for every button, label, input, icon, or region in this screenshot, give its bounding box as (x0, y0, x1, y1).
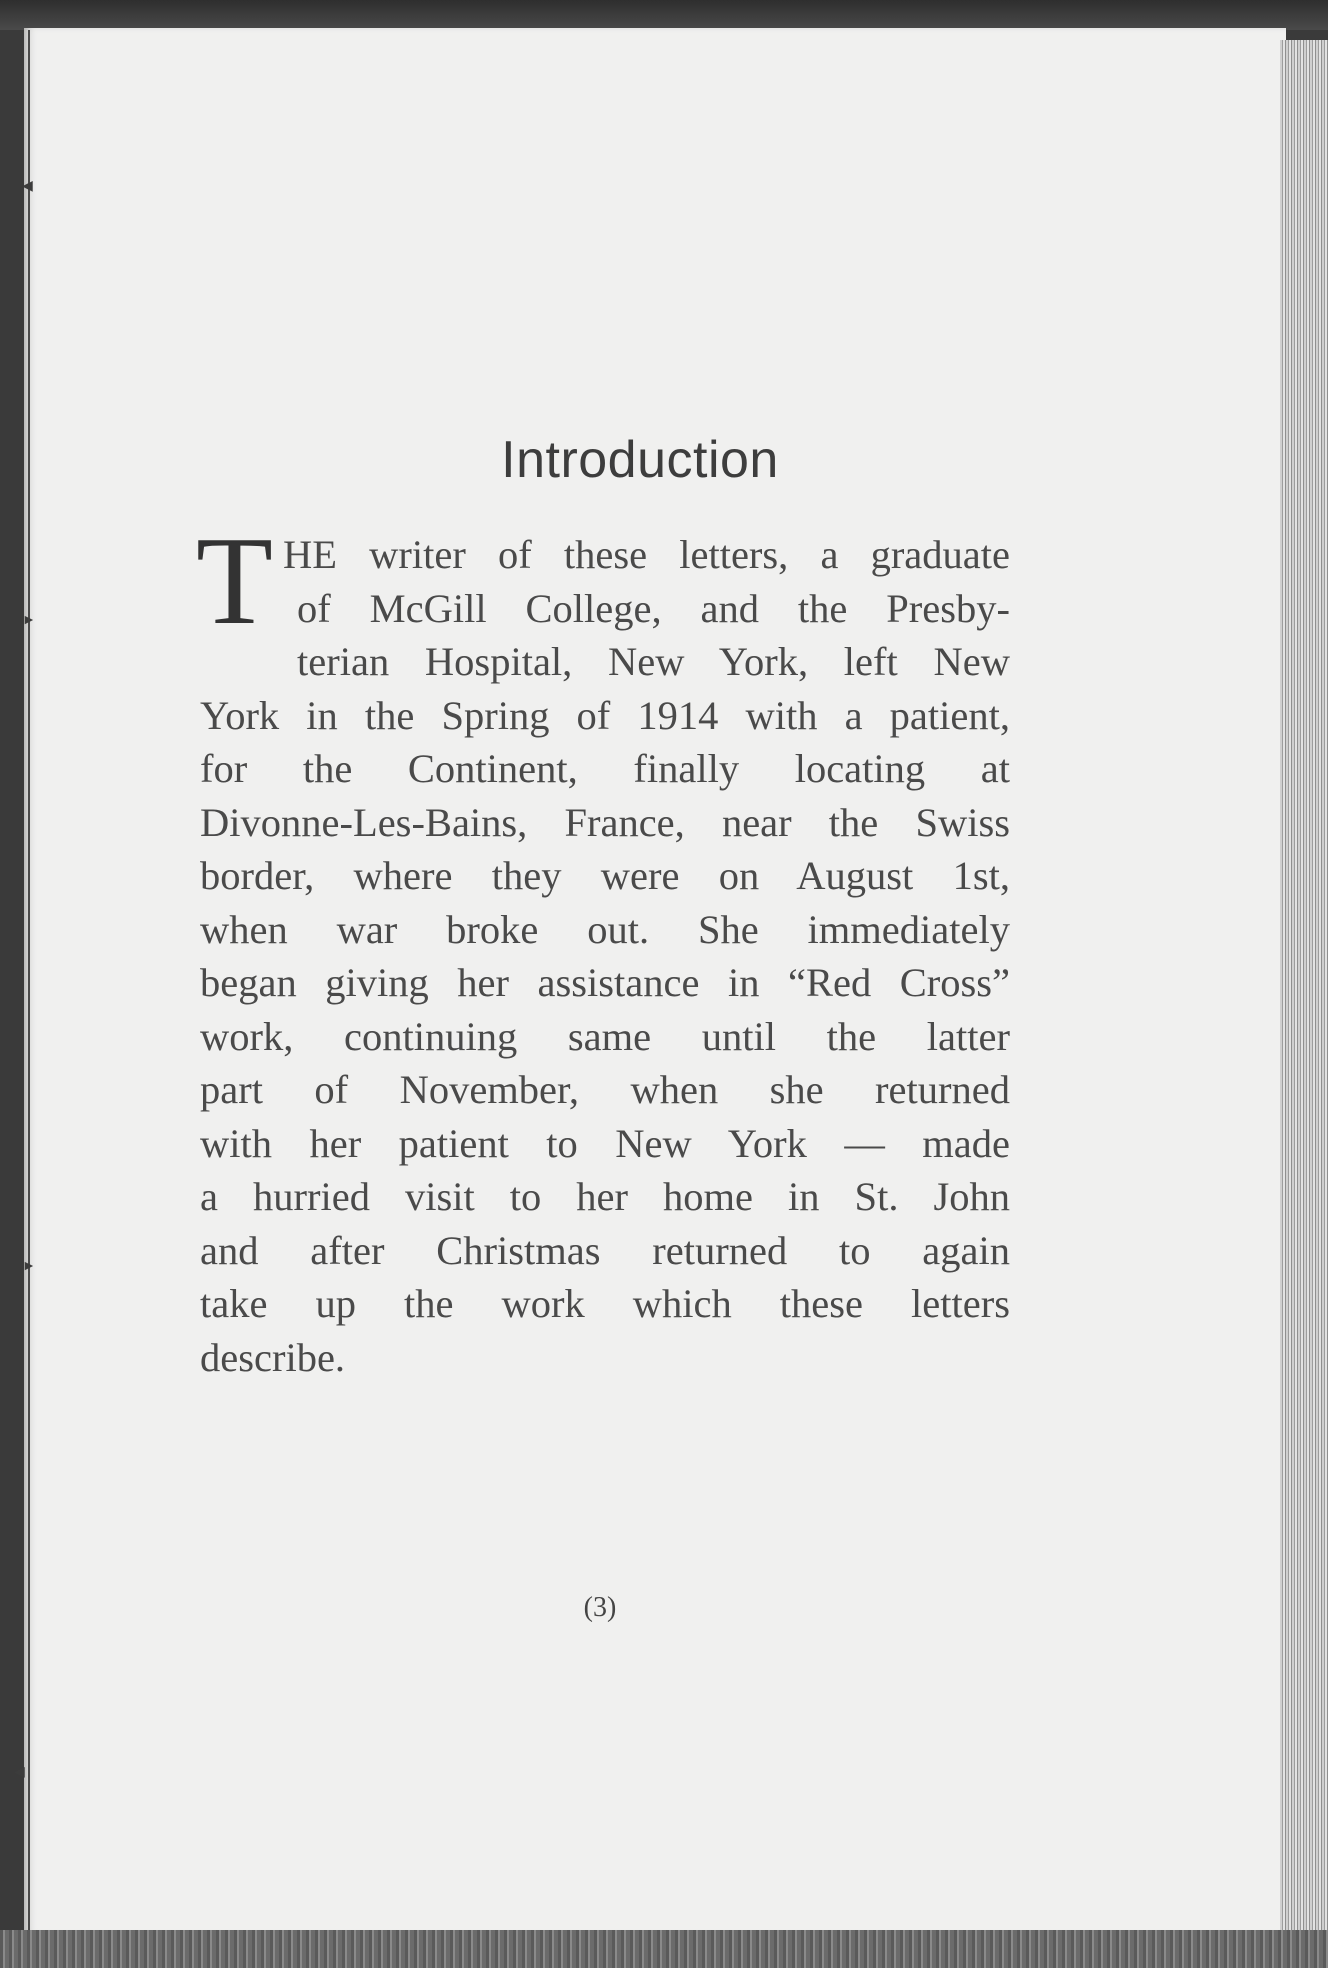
text-line: a hurried visit to her home in St. John (200, 1174, 1010, 1219)
text-line: terian Hospital, New York, left New (297, 639, 1010, 684)
page-title: Introduction (501, 431, 779, 489)
text-line: for the Continent, finally locating at (200, 746, 1010, 791)
introduction-paragraph (196, 512, 1010, 1384)
scan-border-bottom (0, 1930, 1328, 1968)
text-line: describe. (200, 1334, 346, 1380)
text-line: York in the Spring of 1914 with a patient, (200, 692, 1010, 738)
text-line: of McGill College, and the Presby- (297, 585, 1010, 631)
gutter-mark: ◀ (22, 179, 33, 194)
page-gutter-edge (28, 30, 30, 1930)
text-line: HE writer of these letters, a graduate (282, 532, 1010, 577)
text-line: began giving her assistance in “Red Cross” (200, 960, 1010, 1005)
text-line: with her patient to New York — made (200, 1120, 1010, 1166)
gutter-mark: ► (22, 1259, 36, 1274)
page-number: (3) (583, 1592, 617, 1623)
text-line: take up the work which these letters (200, 1281, 1010, 1326)
text-line: work, continuing same until the latter (200, 1013, 1010, 1059)
page-block-edge (1280, 40, 1328, 1930)
text-line: border, where they were on August 1st, (200, 853, 1010, 898)
gutter-mark: ► (22, 613, 36, 628)
text-line: part of November, when she returned (200, 1067, 1010, 1112)
text-line: Divonne-Les-Bains, France, near the Swiss (200, 799, 1010, 845)
text-line: when war broke out. She immediately (200, 906, 1010, 952)
text-line: and after Christmas returned to again (200, 1227, 1010, 1273)
gutter-mark: ◀ (14, 1765, 25, 1780)
scan-border-top (0, 0, 1328, 30)
drop-cap: T (196, 512, 273, 651)
